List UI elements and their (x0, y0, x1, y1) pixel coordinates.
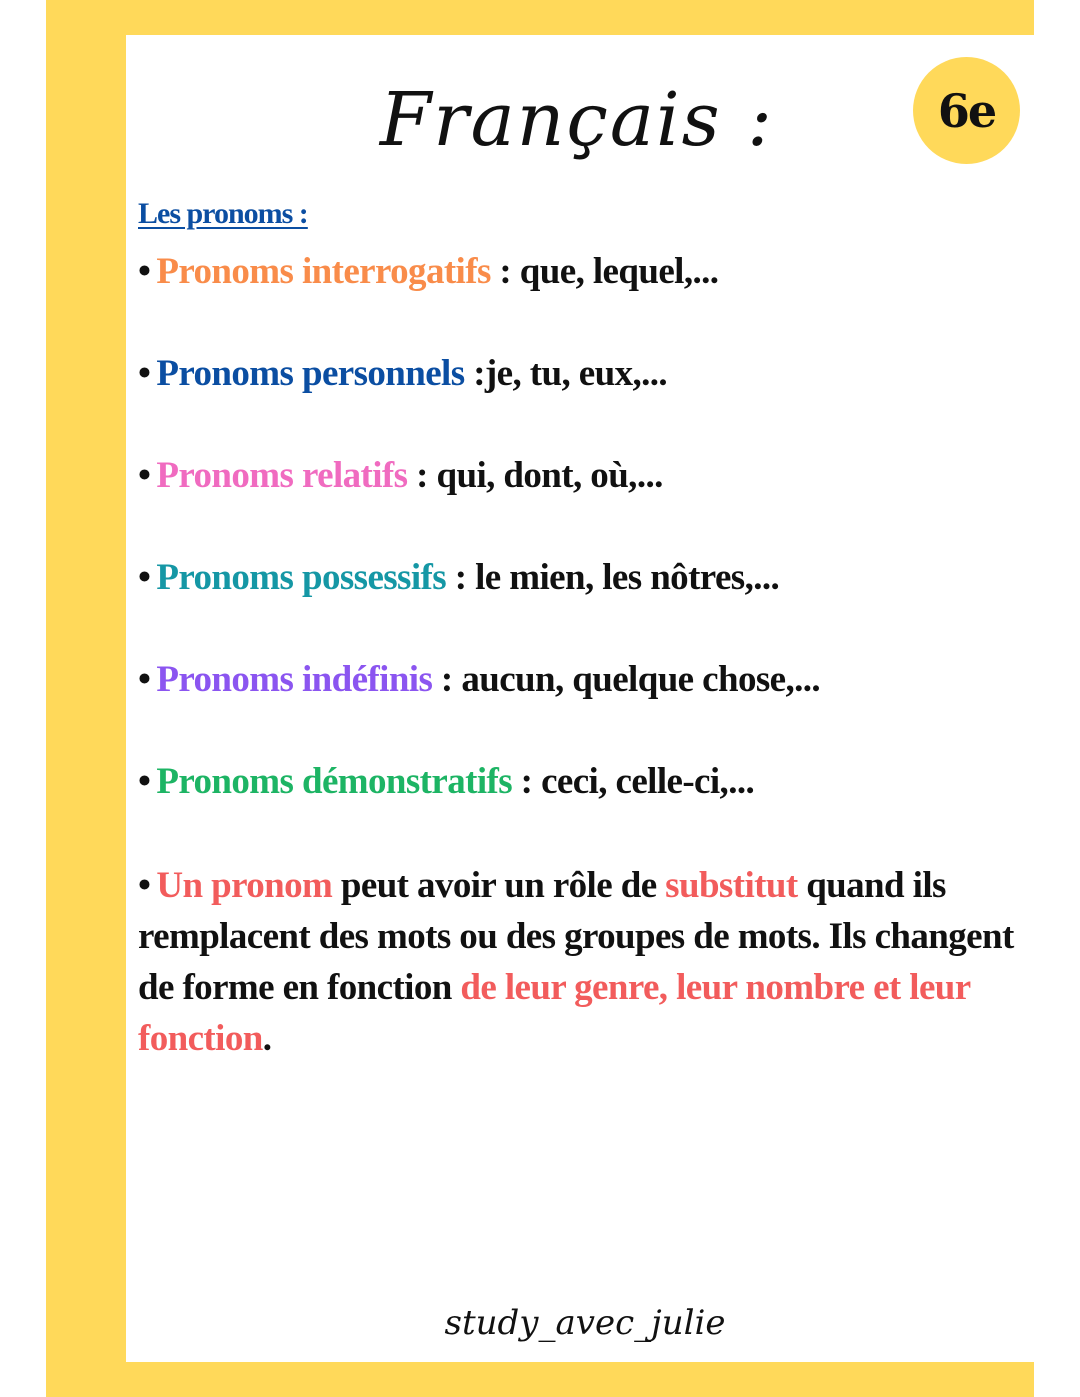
item-separator: : (464, 353, 485, 394)
item-examples: je, tu, eux,... (484, 353, 668, 394)
item-examples: que, lequel,... (519, 251, 719, 292)
bullet-icon: • (138, 353, 151, 394)
list-item-indefinis (138, 657, 820, 703)
paragraph-period: . (262, 1018, 272, 1059)
item-separator: : (490, 251, 520, 292)
list-item-demonstratifs (138, 759, 754, 805)
item-separator: : (512, 761, 542, 802)
list-item-personnels (138, 351, 667, 397)
highlight-genre-nombre-fonction: de leur genre, leur nombre et leur fonction (138, 967, 970, 1059)
section-heading: Les pronoms : (138, 197, 308, 230)
bullet-icon: • (138, 557, 151, 598)
item-separator: : (407, 455, 437, 496)
page-title: Français : (379, 77, 775, 163)
item-label: Pronoms personnels (156, 353, 465, 394)
list-item-relatifs (138, 453, 663, 499)
item-label: Pronoms possessifs (156, 557, 447, 598)
bullet-icon: • (138, 659, 151, 700)
item-separator: : (446, 557, 476, 598)
substitut-paragraph (138, 860, 1018, 1064)
footer-signature: study_avec_julie (444, 1303, 726, 1343)
bullet-icon: • (138, 251, 151, 292)
yellow-frame (46, 0, 1034, 1397)
highlight-un-pronom: Un pronom (156, 865, 333, 906)
item-examples: ceci, celle-ci,... (541, 761, 755, 802)
list-item-possessifs (138, 555, 779, 601)
bullet-icon: • (138, 761, 151, 802)
item-examples: le mien, les nôtres,... (475, 557, 780, 598)
content-panel (126, 35, 1044, 1362)
item-examples: qui, dont, où,... (436, 455, 663, 496)
bullet-icon: • (138, 865, 151, 906)
paragraph-text: peut avoir un rôle de (332, 865, 666, 906)
item-examples: aucun, quelque chose,... (461, 659, 821, 700)
list-item-interrogatifs (138, 249, 718, 295)
highlight-substitut: substitut (665, 865, 798, 906)
item-label: Pronoms démonstratifs (156, 761, 513, 802)
item-separator: : (432, 659, 462, 700)
item-label: Pronoms indéfinis (156, 659, 433, 700)
bullet-icon: • (138, 455, 151, 496)
paragraph-text: quand ils remplacent des mots ou des groupes de mots. Ils changent de forme en fonction (138, 865, 1014, 1008)
item-label: Pronoms interrogatifs (156, 251, 491, 292)
level-badge: 6e (913, 57, 1020, 164)
item-label: Pronoms relatifs (156, 455, 408, 496)
